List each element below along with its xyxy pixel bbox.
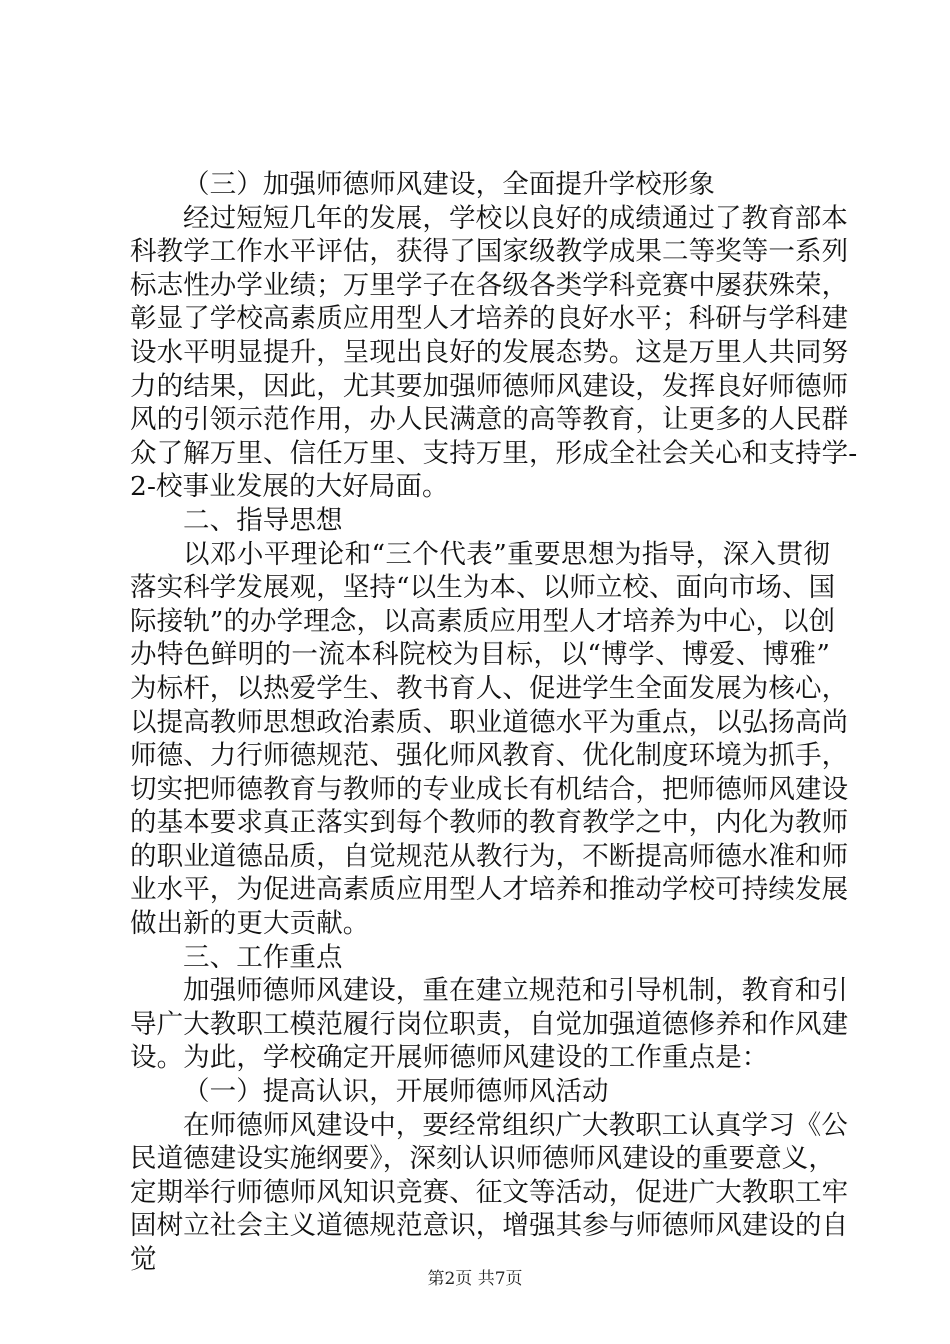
paragraph-line: 为标杆，以热爱学生、教书育人、促进学生全面发展为核心，	[130, 672, 849, 704]
paragraph-line: 设水平明显提升，呈现出良好的发展态势。这是万里人共同努	[130, 336, 849, 368]
subsection-heading: （一）提高认识，开展师德师风活动	[183, 1076, 609, 1108]
paragraph-line: 彰显了学校高素质应用型人才培养的良好水平；科研与学科建	[130, 303, 849, 335]
document-body	[130, 168, 858, 1277]
paragraph-line: 固树立社会主义道德规范意识，增强其参与师德师风建设的自	[130, 1210, 849, 1242]
paragraph-line: 做出新的更大贡献。	[130, 908, 370, 940]
paragraph-line: 师德、力行师德规范、强化师风教育、优化制度环境为抓手，	[130, 740, 849, 772]
section-heading: 三、工作重点	[183, 941, 343, 973]
paragraph-line: 的基本要求真正落实到每个教师的教育教学之中，内化为教师	[130, 807, 849, 839]
paragraph-line: 业水平，为促进高素质应用型人才培养和推动学校可持续发展	[130, 874, 849, 906]
paragraph-line: 办特色鲜明的一流本科院校为目标，以“博学、博爱、博雅”	[130, 639, 830, 671]
paragraph-line: 民道德建设实施纲要》，深刻认识师德师风建设的重要意义，	[130, 1143, 835, 1175]
section-heading: 二、指导思想	[183, 504, 343, 536]
paragraph-line: 定期举行师德师风知识竞赛、征文等活动，促进广大教职工牢	[130, 1176, 849, 1208]
paragraph-line: 科教学工作水平评估，获得了国家级教学成果二等奖等一系列	[130, 236, 849, 268]
paragraph-line: 标志性办学业绩；万里学子在各级各类学科竞赛中屡获殊荣，	[130, 269, 849, 301]
paragraph-line: 2-校事业发展的大好局面。	[130, 471, 449, 503]
paragraph-line: 力的结果，因此，尤其要加强师德师风建设，发挥良好师德师	[130, 370, 849, 402]
paragraph-line: 以提高教师思想政治素质、职业道德水平为重点，以弘扬高尚	[130, 706, 849, 738]
paragraph-line: 众了解万里、信任万里、支持万里，形成全社会关心和支持学-	[130, 437, 858, 469]
paragraph-line: 觉	[130, 1244, 157, 1275]
paragraph-line: 的职业道德品质，自觉规范从教行为，不断提高师德水准和师	[130, 840, 849, 872]
paragraph-line: 切实把师德教育与教师的专业成长有机结合，把师德师风建设	[130, 773, 849, 805]
paragraph-line: 经过短短几年的发展，学校以良好的成绩通过了教育部本	[183, 202, 848, 234]
paragraph-line: 导广大教职工模范履行岗位职责，自觉加强道德修养和作风建	[130, 1008, 849, 1040]
paragraph-line: 设。为此，学校确定开展师德师风建设的工作重点是：	[130, 1042, 769, 1074]
paragraph-line: 在师德师风建设中，要经常组织广大教职工认真学习《公	[183, 1109, 848, 1141]
paragraph-line: 加强师德师风建设，重在建立规范和引导机制，教育和引	[183, 975, 848, 1007]
section-heading: （三）加强师德师风建设，全面提升学校形象	[183, 169, 715, 200]
paragraph-line: 以邓小平理论和“三个代表”重要思想为指导，深入贯彻	[183, 538, 830, 570]
paragraph-line: 落实科学发展观，坚持“以生为本、以师立校、面向市场、国	[130, 572, 836, 604]
paragraph-line: 际接轨”的办学理念，以高素质应用型人才培养为中心，以创	[130, 605, 836, 637]
page-number-footer: 第2页 共7页	[427, 1269, 523, 1289]
paragraph-line: 风的引领示范作用，办人民满意的高等教育，让更多的人民群	[130, 404, 849, 436]
